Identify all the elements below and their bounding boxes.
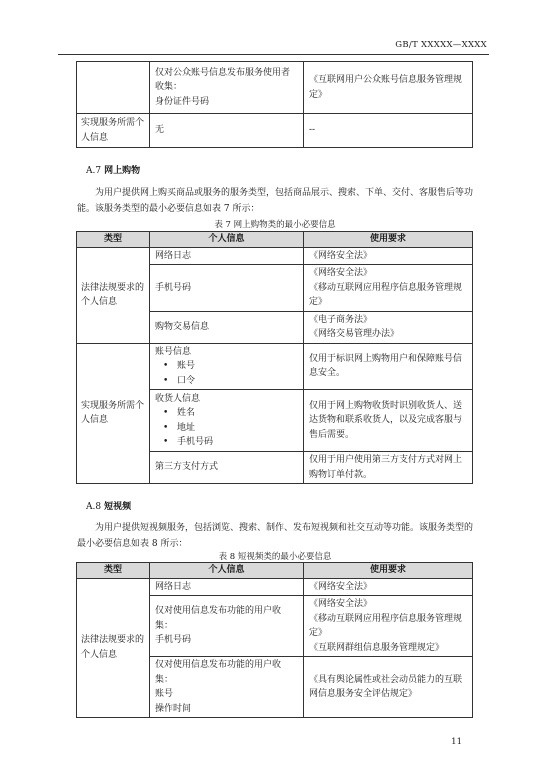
- type-cell: [77, 62, 150, 114]
- type-cell: 法律法规要求的个人信息: [77, 247, 150, 343]
- list-item: • 口令: [155, 374, 298, 389]
- info-cell: 第三方支付方式: [150, 452, 304, 484]
- table-header-row: [77, 563, 473, 579]
- table-row: [77, 578, 473, 596]
- section-intro: 为用户提供网上购买商品或服务的服务类型，包括商品展示、搜索、下单、交付、客服售后等功能。该服务类型的最小必要信息如表 7 所示：: [77, 188, 474, 214]
- section-number: A.7: [86, 166, 102, 176]
- type-cell: 实现服务所需个人信息: [77, 343, 150, 484]
- col-header-type: 类型: [77, 563, 150, 579]
- section-intro: 为用户提供短视频服务，包括浏览、搜索、制作、发布短视频和社交互动等功能。该服务类型的最小必要信息如表 8 所示：: [77, 523, 474, 549]
- req-cell: 《网络安全法》 《移动互联网应用程序信息服务管理规定》 《互联网群组信息服务管理规定》: [304, 596, 473, 657]
- section-heading-a8: [86, 499, 131, 512]
- req-cell: 《网络安全法》: [304, 247, 473, 265]
- req-cell: 《网络安全法》: [304, 578, 473, 596]
- list-item: • 手机号码: [155, 435, 298, 450]
- col-header-type: 类型: [77, 232, 150, 248]
- section-title: 网上购物: [104, 166, 141, 176]
- info-cell: 仅对使用信息发布功能的用户收集： 手机号码: [150, 596, 304, 657]
- info-cell: 手机号码: [150, 265, 304, 312]
- list-item: • 姓名: [155, 406, 298, 421]
- header-rule: [58, 54, 489, 55]
- req-cell: 《网络安全法》 《移动互联网应用程序信息服务管理规定》: [304, 265, 473, 312]
- req-cell: 《具有舆论属性或社会动员能力的互联网信息服务安全评估规定》: [304, 657, 473, 718]
- section-number: A.8: [86, 502, 102, 512]
- table-caption: 表 8 短视频类的最小必要信息: [218, 552, 332, 562]
- table-header-row: [77, 232, 473, 248]
- req-cell: 仅用于标识网上购物用户和保障账号信息安全。: [304, 343, 473, 390]
- table-row: [77, 62, 473, 114]
- list-heading: 账号信息: [155, 346, 192, 357]
- page-number: 11: [451, 737, 462, 747]
- table-row: [77, 343, 473, 390]
- req-cell: 《互联网用户公众账号信息服务管理规定》: [304, 62, 473, 114]
- section-heading-a7: [86, 163, 140, 176]
- info-cell: [150, 390, 304, 452]
- req-cell: 仅用于网上购物收货时识别收货人、送达货物和联系收货人，以及完成客服与售后需要。: [304, 390, 473, 452]
- table-row: [77, 247, 473, 265]
- table-7: [76, 231, 473, 484]
- info-cell: 购物交易信息: [150, 311, 304, 343]
- info-cell: 仅对公众账号信息发布服务使用者收集： 身份证件号码: [150, 62, 304, 114]
- table-8: [76, 562, 473, 718]
- info-cell: 网络日志: [150, 578, 304, 596]
- list-item: • 账号: [155, 359, 298, 374]
- type-cell: 实现服务所需个人信息: [77, 114, 150, 148]
- table-continued: [76, 61, 473, 148]
- req-cell: --: [304, 114, 473, 148]
- section-title: 短视频: [104, 502, 132, 512]
- info-cell: 仅对使用信息发布功能的用户收集： 账号 操作时间: [150, 657, 304, 718]
- standard-code: GB/T XXXXX—XXXX: [395, 40, 487, 50]
- col-header-req: 使用要求: [304, 232, 473, 248]
- req-cell: 《电子商务法》 《网络交易管理办法》: [304, 311, 473, 343]
- type-cell: 法律法规要求的个人信息: [77, 578, 150, 718]
- info-cell: [150, 343, 304, 390]
- info-cell: 无: [150, 114, 304, 148]
- table-caption: 表 7 网上购物类的最小必要信息: [214, 220, 336, 230]
- col-header-info: 个人信息: [150, 232, 304, 248]
- col-header-req: 使用要求: [304, 563, 473, 579]
- col-header-info: 个人信息: [150, 563, 304, 579]
- table-row: [77, 114, 473, 148]
- req-cell: 仅用于用户使用第三方支付方式对网上购物订单付款。: [304, 452, 473, 484]
- list-item: • 地址: [155, 421, 298, 436]
- list-heading: 收货人信息: [155, 393, 201, 404]
- info-cell: 网络日志: [150, 247, 304, 265]
